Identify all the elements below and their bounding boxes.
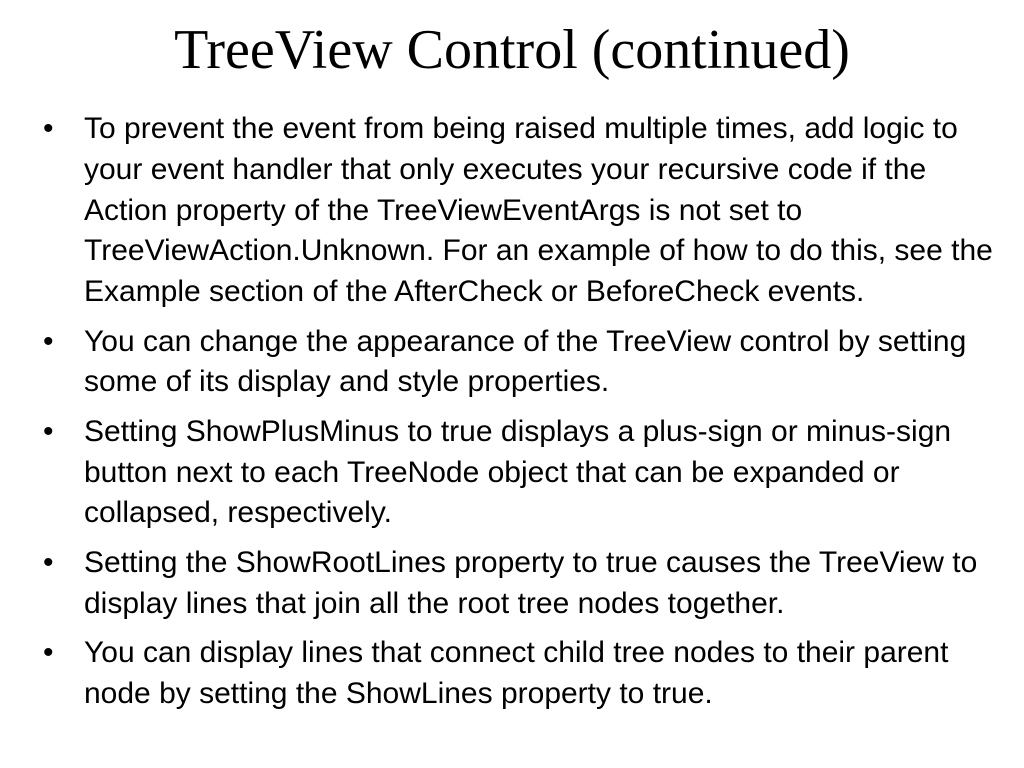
bullet-text: You can display lines that connect child tree nodes to their parent node by setting the ShowLines property to true. [84,635,949,710]
bullet-item [0,322,1024,404]
bullet-text: Setting ShowPlusMinus to true displays a plus-sign or minus-sign button next to each TreeNode object that can be expanded or collapsed, respectively. [84,414,952,530]
bullet-item [0,543,1024,625]
bullet-icon: • [43,112,54,145]
bullet-item [0,109,1024,313]
bullet-item [0,412,1024,534]
bullet-text: Setting the ShowRootLines property to true causes the TreeView to display lines that join all the root tree nodes together. [84,545,978,620]
bullet-icon: • [43,324,54,358]
bullet-icon: • [43,635,54,669]
bullet-item [0,633,1024,715]
bullet-text: To prevent the event from being raised multiple times, add logic to your event handler that only executes your recursive code if the Action property of the TreeViewEventArgs is not set to TreeViewAction.Unknown. For an example of how to do this, see the Example section of the AfterCheck or BeforeCheck events. [84,112,993,309]
bullet-text: You can change the appearance of the TreeView control by setting some of its display and style properties. [84,324,967,399]
bullet-icon: • [43,414,54,448]
slide-title: TreeView Control (continued) [174,19,850,81]
bullet-list [0,109,1024,723]
bullet-icon: • [43,545,54,579]
